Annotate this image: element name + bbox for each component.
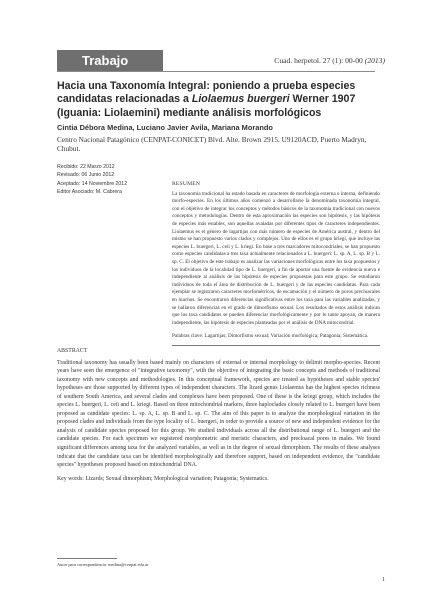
corresponding-author-footnote: Autor para correspondencia: medina@cenpat.edu.ar: [57, 562, 149, 567]
footnote-rule: [57, 558, 117, 559]
resumen-section: [172, 181, 380, 341]
section-tag: Trabajo: [57, 50, 163, 72]
title-species: Liolaemus buergeri: [191, 93, 290, 106]
date-accepted: Aceptado: 14 Noviembre 2012: [57, 180, 128, 187]
date-received: Recibido: 22 Marzo 2012: [57, 164, 115, 170]
date-revised: Revisado: 06 Junio 2012: [57, 172, 115, 179]
section-divider: [172, 345, 380, 346]
abstract-section: [57, 347, 380, 483]
page-number: 1: [382, 577, 385, 583]
article-title: [57, 80, 377, 120]
header-rule: [57, 71, 375, 72]
resumen-heading: RESUMEN: [172, 181, 201, 187]
resumen-text: La taxonomía tradicional ha estado basada en caracteres de morfología externa o interna, definiendo morfo-especies. En los últimos años comenzó a desarrollarse la denominada taxonomía integral, con el objetivo de integrar los conceptos y métodos básicos de la taxonomía tradicional con nuevos conceptos y metodologías. Dentro de esta aproximación las especies son hipótesis, y las hipótesis de especies más estables, son aquellas avaladas por diferentes tipos de caracteres independientes. Liolaemus es el género de lagartijas con más número de especies de América austral, y dentro del mismo se han propuesto varios clados y complejos. Uno de ellos es el grupo kriegi, que incluye las especies L. buergeri, L. ceii y L. kriegi. En base a tres marcadores mitocondriales, se han propuesto como especies candidatas a tres taxa actualmente relacionados a L. buergeri: L. sp. A, L. sp. B y L. sp. C. El objetivo de este trabajo es analizar las variaciones morfológicas entre los taxa propuestos y los individuos de la localidad tipo de L. buergeri, a fin de aportar una fuente de evidencia nueva e independiente al análisis de las hipótesis de especies propuestas para este grupo. Se estudiaron individuos de toda el área de distribución de L. buergeri y de las especies candidatas. Para cada ejemplar se registraron caracteres morfométricos, de escamación y el número de poros precloacales en machos. Se encontraron diferencias significativas entre los taxa para las variables analizadas, y se hallaron diferencias en el grado de dimorfismo sexual. Los resultados de estos análisis indican que los taxa candidatos se pueden diferenciar morfológicamente y por lo tanto apoyan, de manera independiente, las hipótesis de especies planteadas por el análisis de DNA mitocondrial.: [172, 190, 381, 326]
title-part-1: Hacia una Taxonomía Integral: poniendo a prueba especies candidatas relacionadas a: [57, 80, 356, 106]
article-dates: [57, 163, 157, 196]
authors: Cintia Débora Medina, Luciano Javier Avila, Mariana Morando: [57, 123, 273, 132]
title-part-2: Werner 1907 (Iguania: Liolaemini) mediante análisis morfológicos: [57, 93, 356, 119]
affiliation: Centro Nacional Patagónico (CENPAT-CONICET) Blvd. Alte. Brown 2915. U9120ACD, Puerto Madryn, Chubut.: [57, 135, 367, 154]
abstract-text: Traditional taxonomy has usually been based mainly on characters of external or internal morphology to delimit morpho-species. Recent years have seen the emergence of "integrative taxonomy", with the objective of integrating the basic concepts and methods of traditional taxonomy with new concepts and methodologies. In this conceptual framework, species are treated as hypotheses and stable species' hypotheses are those supported by different types of independent characters. The lizard genus Liolaemus has the highest species richness of southern South America, and several clades and complexes have been proposed. One of these is the kriegi group, which includes the species L. buergeri, L. ceii and L. kriegi. Based on three mitochondrial markers, three haploclades closely related to L. buergeri have been proposed as candidate species: L. sp. A, L. sp. B and L. sp. C. The aim of this paper is to analyze the morphological variation in the proposed clades and individuals from the type locality of L. buergeri, in order to provide a source of new and independent evidence for the analysis of candidate species proposed for this group. We studied individuals across all the distributional range of L. buergeri and the candidate species. For each specimen we registered morphometric and meristic characters, and precloacal pores in males. We found significant differences among taxa for the analyzed variables, as well as in the degree of sexual dimorphism. The results of these analyses indicate that the candidate taxa can be identified morphologically and therefore support, based on independent evidence, the "candidate species" hypotheses proposed based on mitochondrial DNA.: [57, 359, 380, 469]
abstract-keywords: Key words: Lizards; Sexual dimorphism; Morphological variation; Patagonia; Systematics.: [57, 475, 269, 482]
associate-editor: Editor Asociado: M. Cabrera: [57, 188, 122, 195]
journal-year: (2013): [364, 56, 385, 65]
journal-reference: [274, 56, 385, 65]
journal-ref: Cuad. herpetol. 27 (1): 00-00: [274, 56, 365, 65]
abstract-heading: ABSTRACT: [57, 348, 88, 354]
resumen-keywords: Palabras clave: Lagartijas; Dimorfismo sexual; Variación morfológica; Patagonia; Sistemática.: [172, 333, 369, 340]
